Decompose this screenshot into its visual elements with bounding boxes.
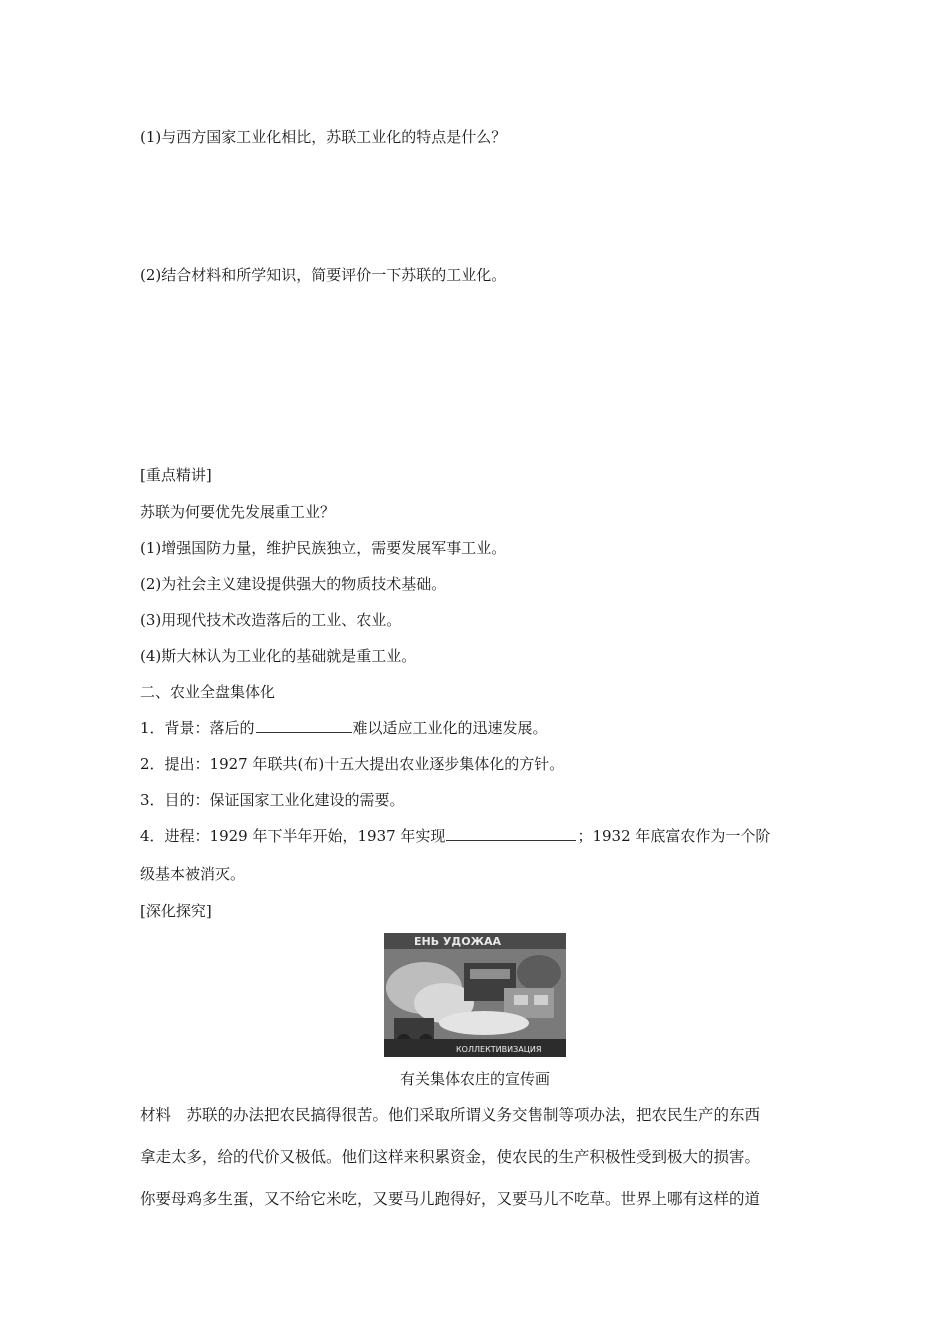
material-line: 你要母鸡多生蛋，又不给它米吃，又要马儿跑得好，又要马儿不吃草。世界上哪有这样的道 bbox=[140, 1190, 761, 1208]
explore-heading: [深化探究] bbox=[140, 902, 212, 920]
item-background-text-end: 难以适应工业化的迅速发展。 bbox=[352, 719, 548, 737]
key-point-item: (2)为社会主义建设提供强大的物质技术基础。 bbox=[140, 575, 447, 593]
item-process-text: 4．进程：1929 年下半年开始，1937 年实现 bbox=[140, 827, 446, 845]
poster-bottom-text: КОЛЛЕКТИВИЗАЦИЯ bbox=[456, 1045, 542, 1054]
key-point-item: (3)用现代技术改造落后的工业、农业。 bbox=[140, 611, 402, 629]
key-point-item: (1)增强国防力量，维护民族独立，需要发展军事工业。 bbox=[140, 539, 507, 557]
section-title: 二、农业全盘集体化 bbox=[140, 683, 276, 701]
item-background-text: 1．背景：落后的 bbox=[140, 719, 255, 737]
question-1: (1)与西方国家工业化相比，苏联工业化的特点是什么？ bbox=[140, 128, 507, 146]
question-2: (2)结合材料和所学知识，简要评价一下苏联的工业化。 bbox=[140, 266, 507, 284]
fill-blank[interactable] bbox=[256, 718, 352, 733]
fill-blank[interactable] bbox=[446, 826, 576, 841]
item-process bbox=[140, 826, 770, 846]
poster-top-text: ЕНЬ УДОЖАА bbox=[414, 935, 502, 948]
item-background bbox=[140, 718, 548, 738]
key-points-question: 苏联为何要优先发展重工业？ bbox=[140, 503, 336, 521]
material-line: 材料 苏联的办法把农民搞得很苦。他们采取所谓义务交售制等项办法，把农民生产的东西 bbox=[140, 1106, 761, 1124]
item-proposal: 2．提出：1927 年联共(布)十五大提出农业逐步集体化的方针。 bbox=[140, 755, 565, 773]
figure-caption: 有关集体农庄的宣传画 bbox=[399, 1070, 550, 1088]
item-process-continued: 级基本被消灭。 bbox=[140, 865, 246, 883]
key-points-heading: [重点精讲] bbox=[140, 466, 212, 484]
key-point-item: (4)斯大林认为工业化的基础就是重工业。 bbox=[140, 647, 417, 665]
item-purpose: 3．目的：保证国家工业化建设的需要。 bbox=[140, 791, 405, 809]
material-line: 拿走太多，给的代价又极低。他们这样来积累资金，使农民的生产积极性受到极大的损害。 bbox=[140, 1148, 761, 1166]
item-process-text-end: ；1932 年底富农作为一个阶 bbox=[577, 827, 771, 845]
propaganda-poster-image bbox=[384, 933, 566, 1057]
